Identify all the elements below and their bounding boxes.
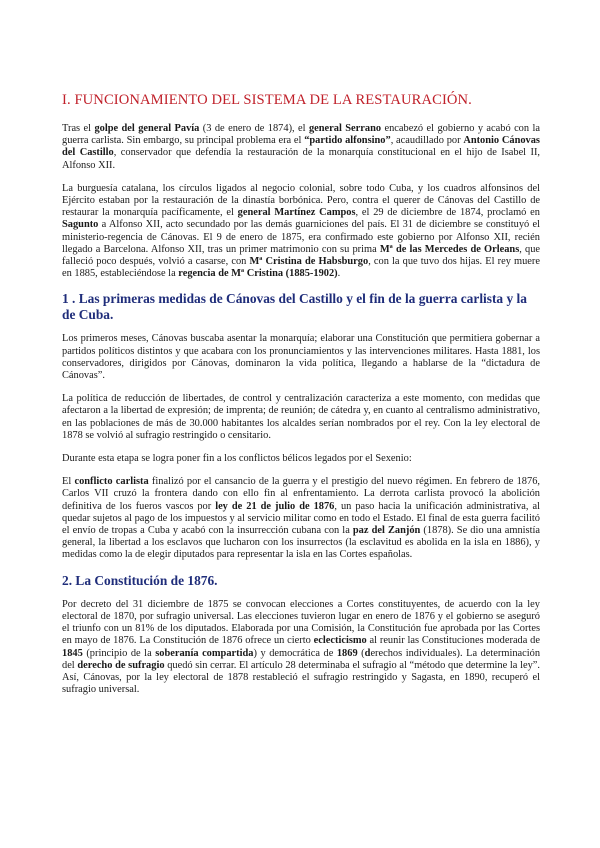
text-run: , que falleció poco después, volvió a casarse, con <box>62 243 541 268</box>
text-run: ( <box>357 647 365 659</box>
bold-text: Sagunto <box>62 219 99 231</box>
bold-text: golpe del general Pavía <box>94 123 200 134</box>
text-run: , un paso hacia la unificación administrativa, al quedar sujetos al pago de los impuestos y al servicio militar como en todo el Estado. El final de esta guerra facilitó el envío de tropas a Cuba y acabó con la insurrección cubana con la <box>62 500 540 537</box>
paragraph <box>62 333 540 382</box>
text-run: Por decreto del 31 diciembre de 1875 se convocan elecciones a Cortes constituyentes, de acuerdo con la ley electoral de 1870, por sufragio universal. Las elecciones tuvieron lugar en enero de 1876 y el gobierno se aseguró el triunfo con un 81% de los diputados. Elaborada por una Comisión, la Constitución fue aprobada por las Cortes en mayo de 1876. La Constitución de 1876 ofrece un cierto <box>62 598 540 647</box>
section-1-body <box>62 333 540 561</box>
text-run: Tras el <box>62 123 95 134</box>
paragraph <box>62 599 540 697</box>
bold-text: d <box>364 647 371 659</box>
text-run: , con la que tuvo dos hijas. El rey muere en 1885, estableciéndose la <box>62 256 540 280</box>
bold-text: general Serrano <box>308 123 382 134</box>
text-run: . <box>337 268 341 280</box>
bold-text: Mª Cristina de Habsburgo <box>249 256 369 268</box>
text-run: , el 29 de diciembre de 1874, proclamó en <box>355 207 540 219</box>
bold-text: paz del Zanjón <box>352 525 421 537</box>
text-run: , acaudillado por <box>390 135 464 147</box>
section-2-body <box>62 599 540 697</box>
page-title: I. FUNCIONAMIENTO DEL SISTEMA DE LA RESTAURACIÓN. <box>62 92 472 108</box>
paragraph <box>62 123 540 172</box>
text-run: Los primeros meses, Cánovas buscaba asentar la monarquía; elaborar una Constitución que permitiera gobernar a partidos políticos distintos y que acabara con los pronunciamientos y las intervenciones militares. Hasta 1881, los conservadores, dirigidos por Cánovas, dominaron la vida política, llegando a hablarse de la “dictadura de Cánovas”. <box>62 333 540 382</box>
document-page <box>62 92 540 707</box>
paragraph <box>62 453 540 465</box>
text-run: La burguesía catalana, los círculos ligados al negocio colonial, sobre todo Cuba, y los cuadros alfonsinos del Ejército estaban por la restauración de la dinastía borbónica. Pero, contra el querer de Cánovas del Castillo de restaurar la monarquía pacíficamente, el <box>62 182 540 219</box>
paragraph <box>62 393 540 442</box>
text-run: a Alfonso XII, acto secundado por las demás guarniciones del país. El 31 de diciembre se constituyó el ministerio-regencia de Cánovas. El 9 de enero de 1875, era confirmado este gobierno por Alfonso XII, recién llegado a Barcelona. Alfonso XII, tras un primer matrimonio con su prima <box>62 219 540 255</box>
bold-text: Antonio Cánovas del Castillo <box>62 135 540 159</box>
section-2-heading: 2. La Constitución de 1876. <box>62 572 218 588</box>
text-run: erechos individuales). La determinación del <box>62 647 541 671</box>
text-run: (3 de enero de 1874), el <box>199 123 309 134</box>
text-run: (1878). Se dio una amnistía general, la libertad a los esclavos que lucharon con los insurrectos (la esclavitud es abolida en la isla en 1886), y medidas como la de elegir diputados para representar la isla en las Cortes españolas. <box>62 525 540 561</box>
bold-text: 1845 <box>62 647 83 659</box>
bold-text: 1869 <box>336 647 358 659</box>
section-1-heading: 1 . Las primeras medidas de Cánovas del Castillo y el fin de la guerra carlista y la de Cuba. <box>62 291 527 323</box>
bold-text: conflicto carlista <box>74 476 149 488</box>
text-run: ) y democrática de <box>253 647 337 659</box>
text-run: La política de reducción de libertades, de control y centralización caracteriza a este momento, con medidas que afectaron a la libertad de expresión; de imprenta; de reunión; de cátedra y, en cuanto al centralismo administrativo, en las poblaciones de más de 30.000 habitantes los alcaldes serían nombrados por el rey. Con la ley electoral de 1878 se volvió al sufragio restringido o censitario. <box>62 393 540 441</box>
paragraph <box>62 476 540 561</box>
text-run: al reunir las Constituciones moderada de <box>366 635 540 647</box>
bold-text: soberanía compartida <box>155 647 254 659</box>
bold-text: regencia de Mª Cristina (1885-1902) <box>178 268 338 280</box>
text-run: Durante esta etapa se logra poner fin a los conflictos bélicos legados por el Sexenio: <box>62 453 412 465</box>
text-run: encabezó el gobierno y acabó con la guerra carlista. Sin embargo, su principal problema era el <box>62 123 540 147</box>
text-run: finalizó por el cansancio de la guerra y el prestigio del nuevo régimen. En febrero de 1876, Carlos VII cruzó la frontera dando con ello fin al enfrentamiento. La derrota carlista provocó la abolición definitiva de los fueros vascos por <box>62 476 540 512</box>
text-run: quedó sin cerrar. El artículo 28 determinaba el sufragio al “método que determine la ley”. Así, Cánovas, por la ley electoral de 1878 restableció el sufragio restringido y Sagasta, en 1890, recuperó el sufragio universal. <box>62 659 540 696</box>
bold-text: derecho de sufragio <box>77 659 165 671</box>
intro-section <box>62 123 540 280</box>
text-run: , conservador que defendía la restauración de la monarquía constitucional en el hijo de Isabel II, Alfonso XII. <box>62 147 540 171</box>
text-run: (principio de la <box>82 647 156 659</box>
bold-text: eclecticismo <box>313 635 367 647</box>
bold-text: general Martínez Campos <box>237 207 356 219</box>
bold-text: Mª de las Mercedes de Orleans <box>379 243 520 255</box>
paragraph <box>62 183 540 281</box>
text-run: El <box>62 476 75 488</box>
bold-text: ley de 21 de julio de 1876 <box>215 500 335 512</box>
bold-text: “partido alfonsino” <box>304 135 391 147</box>
